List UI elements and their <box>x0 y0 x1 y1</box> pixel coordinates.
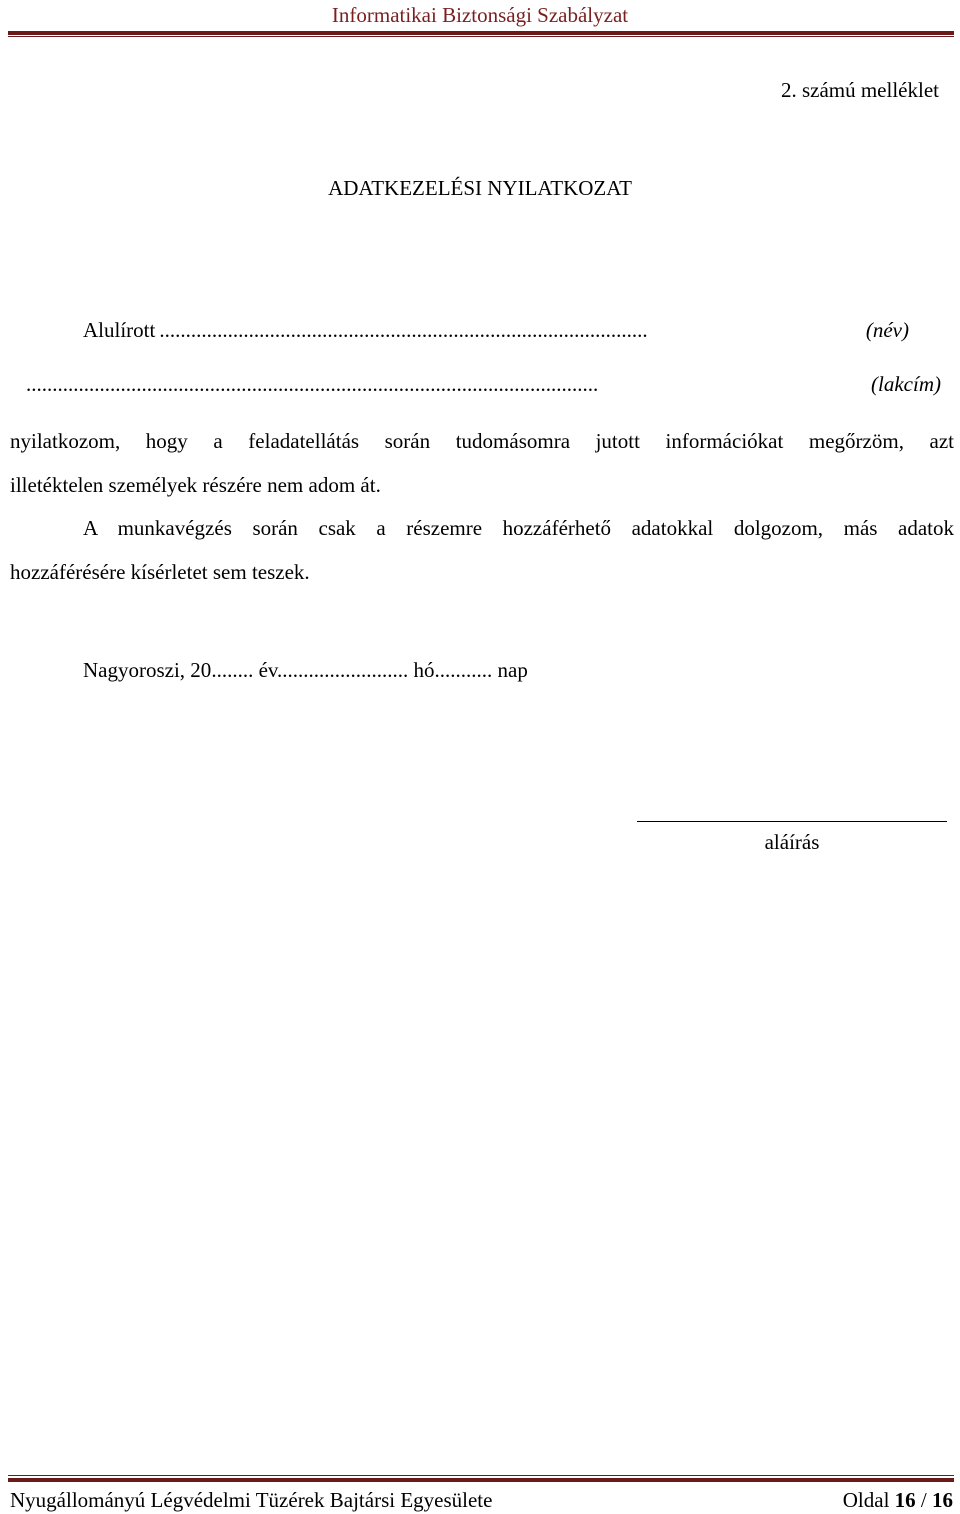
day-label: nap <box>497 658 528 682</box>
signature-line[interactable] <box>637 821 947 822</box>
annex-label: 2. számú melléklet <box>780 78 939 102</box>
year-fill-dots[interactable]: ........ <box>211 658 254 682</box>
date-place: Nagyoroszi, 20 <box>83 658 212 682</box>
footer-organization: Nyugállományú Légvédelmi Tüzérek Bajtársi Egyesülete <box>10 1488 493 1512</box>
address-fill-dots[interactable]: ............................................................................................................. <box>26 372 599 396</box>
document-title: ADATKEZELÉSI NYILATKOZAT <box>328 176 632 200</box>
name-fill-dots[interactable]: ............................................................................................. <box>159 318 648 342</box>
address-field-line <box>22 371 941 397</box>
page-prefix: Oldal <box>842 1488 890 1512</box>
name-field-line <box>83 317 909 343</box>
page-total: 16 <box>932 1488 953 1512</box>
paragraph-1-line-1: nyilatkozom, hogy a feladatellátás során tudomásomra jutott információkat megőrzöm, azt <box>10 429 954 453</box>
month-label: hó <box>413 658 435 682</box>
paragraph-1-line-2: illetéktelen személyek részére nem adom át. <box>10 473 381 497</box>
signature-label: aláírás <box>764 830 820 854</box>
address-hint: (lakcím) <box>871 372 941 396</box>
header-divider <box>8 31 954 35</box>
undersigned-label: Alulírott <box>83 318 156 342</box>
date-line <box>83 657 528 683</box>
page-separator: / <box>920 1488 927 1512</box>
paragraph-2-line-1: A munkavégzés során csak a részemre hozzáférhető adatokkal dolgozom, más adatok <box>83 516 954 540</box>
footer-divider <box>8 1478 954 1482</box>
header-title: Informatikai Biztonsági Szabályzat <box>331 3 629 27</box>
page-number <box>843 1487 953 1513</box>
day-fill-dots[interactable]: ........... <box>434 658 493 682</box>
year-label: év <box>258 658 278 682</box>
paragraph-2-line-2: hozzáférésére kísérletet sem teszek. <box>10 560 310 584</box>
header-divider-thin <box>8 36 954 37</box>
footer-divider-thin <box>8 1475 954 1476</box>
name-hint: (név) <box>865 318 909 342</box>
page-current: 16 <box>894 1488 916 1512</box>
month-fill-dots[interactable]: ......................... <box>277 658 409 682</box>
